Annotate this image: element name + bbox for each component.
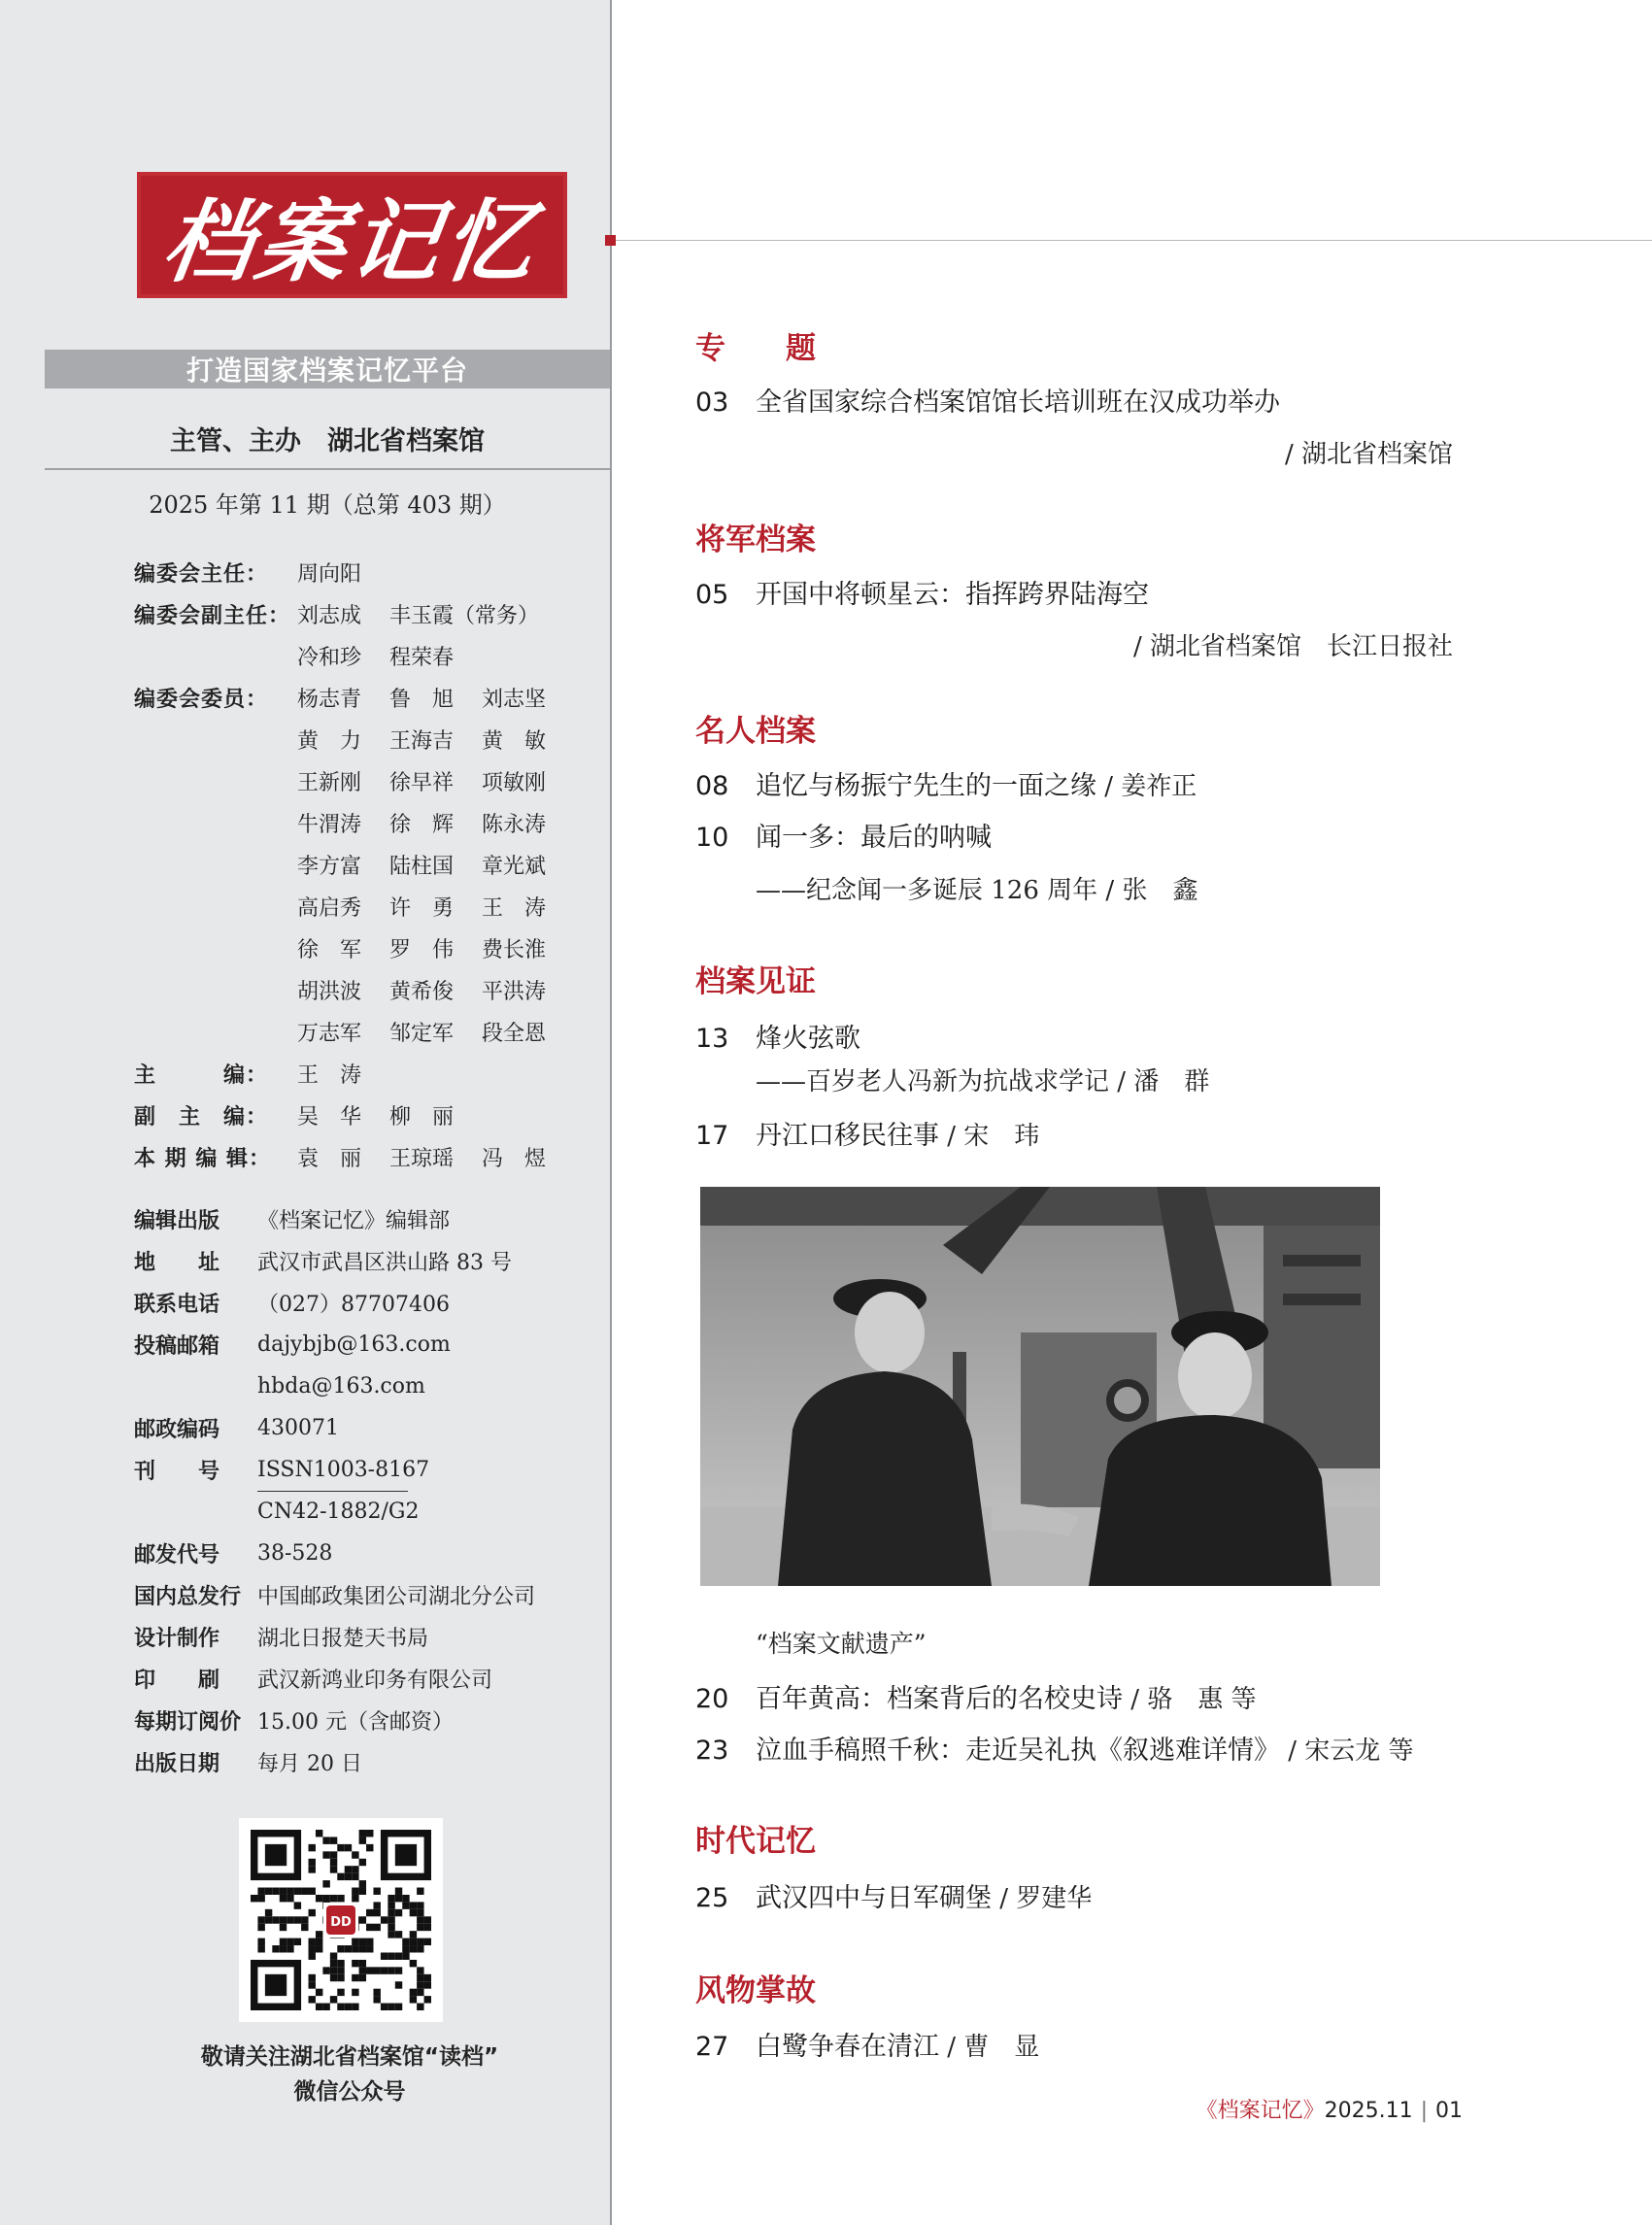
toc-entry-10[interactable]	[695, 816, 992, 854]
info-row	[134, 1700, 600, 1741]
board-member-name: 程荣春	[389, 646, 455, 670]
board-member-name: 陈永涛	[482, 813, 547, 837]
info-label: 设计制作	[134, 1627, 220, 1651]
qr-logo-text: DD	[330, 1915, 352, 1930]
board-role-label: 本 期 编 辑：	[134, 1147, 271, 1171]
board-row	[134, 886, 600, 927]
board-names	[297, 892, 574, 922]
info-value: 武汉市武昌区洪山路 83 号	[257, 1251, 512, 1275]
board-names	[297, 766, 574, 796]
slogan-bar	[45, 350, 610, 388]
qr-caption-line1: 敬请关注湖北省档案馆“读档”	[200, 2044, 499, 2070]
section-heading-era-memory: 时代记忆	[695, 1824, 816, 1859]
page-number: 03	[695, 388, 729, 418]
board-member-name: 王琼瑶	[389, 1147, 455, 1171]
article-author: / 宋云龙 等	[1280, 1736, 1414, 1766]
photo-caption: “档案文献遗产”	[756, 1630, 927, 1658]
board-role-label: 编委会副主任：	[134, 604, 291, 628]
article-author: / 宋 玮	[939, 1122, 1040, 1151]
header-rule	[616, 240, 1652, 241]
info-row	[134, 1407, 600, 1449]
board-member-name: 徐 军	[297, 938, 362, 962]
footer-issue: 2025.11	[1324, 2099, 1413, 2123]
page-footer	[1197, 2094, 1463, 2124]
qr-code	[239, 1818, 443, 2022]
board-member-name: 牛渭涛	[297, 813, 362, 837]
board-row	[134, 844, 600, 886]
toc-entry-05[interactable]	[695, 573, 1149, 611]
info-value: 武汉新鸿业印务有限公司	[257, 1669, 493, 1693]
toc-entry-03[interactable]	[695, 381, 1280, 419]
page-number: 10	[695, 823, 729, 853]
article-title: 开国中将顿星云：指挥跨界陆海空	[756, 580, 1149, 610]
board-names	[297, 725, 574, 755]
info-label: 联系电话	[134, 1293, 220, 1317]
article-title: 烽火弦歌	[756, 1024, 860, 1054]
board-member-name: 徐早祥	[389, 771, 455, 795]
article-title: 追忆与杨振宁先生的一面之缘	[756, 771, 1096, 801]
issue-number: 2025 年第 11 期（总第 403 期）	[149, 491, 506, 519]
info-row	[134, 1741, 600, 1783]
article-subtitle: ——百岁老人冯新为抗战求学记 / 潘 群	[756, 1067, 1210, 1096]
info-row	[134, 1658, 600, 1700]
board-row	[134, 760, 600, 802]
section-heading-local-lore: 风物掌故	[695, 1973, 816, 2008]
article-byline: / 湖北省档案馆 长江日报社	[1132, 632, 1453, 661]
info-value: 湖北日报楚天书局	[257, 1627, 429, 1651]
section-heading-general-archives: 将军档案	[695, 523, 816, 557]
footer-magazine: 《档案记忆》	[1196, 2099, 1325, 2123]
board-names	[297, 1142, 574, 1172]
board-member-name: 冯 煜	[482, 1147, 547, 1171]
article-title: 百年黄高：档案背后的名校史诗	[756, 1684, 1123, 1714]
info-value: 15.00 元（含邮资）	[257, 1710, 454, 1735]
board-role-label: 副 主 编：	[134, 1105, 269, 1129]
info-value: ISSN1003-8167	[257, 1458, 430, 1482]
info-label: 投稿邮箱	[134, 1334, 220, 1359]
board-member-name: 李方富	[297, 855, 362, 879]
article-author: / 姜祚正	[1096, 772, 1197, 801]
board-names	[297, 557, 389, 588]
info-label: 刊 号	[134, 1460, 220, 1484]
board-member-name: 王 涛	[297, 1063, 362, 1088]
info-label: 印 刷	[134, 1669, 220, 1693]
board-member-name: 鲁 旭	[389, 688, 455, 712]
info-label: 出版日期	[134, 1752, 220, 1776]
board-member-name: 黄 力	[297, 729, 362, 754]
board-member-name: 胡洪波	[297, 980, 362, 1004]
article-title: 武汉四中与日军碉堡	[756, 1883, 992, 1913]
board-names	[297, 975, 574, 1005]
page-number: 27	[695, 2032, 729, 2062]
red-marker	[605, 235, 616, 246]
board-member-name: 柳 丽	[389, 1105, 455, 1129]
article-subtitle: ——纪念闻一多诞辰 126 周年 / 张 鑫	[756, 876, 1198, 905]
board-names	[297, 1017, 574, 1047]
info-label: 编辑出版	[134, 1209, 220, 1233]
masthead-sidebar	[0, 0, 612, 2225]
info-row	[134, 1616, 600, 1658]
info-label: 地 址	[134, 1251, 220, 1275]
board-row	[134, 802, 600, 844]
qr-caption	[117, 2040, 583, 2109]
board-member-name: 周向阳	[297, 562, 362, 587]
board-row	[134, 969, 600, 1011]
info-value: hbda@163.com	[257, 1374, 425, 1399]
info-label: 邮发代号	[134, 1543, 220, 1568]
article-author: / 骆 惠 等	[1123, 1685, 1257, 1714]
board-row	[134, 635, 600, 677]
board-names	[297, 1100, 545, 1130]
section-heading-archive-witness: 档案见证	[695, 964, 816, 999]
board-member-name: 章光斌	[482, 855, 547, 879]
board-member-name: 黄希俊	[389, 980, 455, 1004]
board-row	[134, 593, 600, 635]
board-member-name: 袁 丽	[297, 1147, 362, 1171]
board-member-name: 罗 伟	[389, 938, 455, 962]
info-row	[134, 1240, 600, 1282]
board-member-name: 段全恩	[482, 1022, 547, 1046]
magazine-logo	[137, 172, 567, 298]
board-row	[134, 677, 600, 719]
board-member-name: 杨志青	[297, 688, 362, 712]
toc-entry-23[interactable]	[695, 1729, 1414, 1767]
divider	[45, 468, 610, 470]
board-member-name: 丰玉霞（常务）	[389, 604, 540, 628]
board-row	[134, 1136, 600, 1178]
board-member-name: 项敏刚	[482, 771, 547, 795]
board-member-name: 许 勇	[389, 896, 455, 921]
board-names	[297, 933, 574, 963]
page-number: 23	[695, 1736, 729, 1766]
info-row	[134, 1491, 600, 1533]
section-heading-special-topic: 专 题	[695, 331, 816, 366]
page-number: 17	[695, 1121, 729, 1151]
info-value: 每月 20 日	[257, 1752, 362, 1776]
board-row	[134, 719, 600, 760]
board-member-name: 王 涛	[482, 896, 547, 921]
board-names	[297, 599, 545, 629]
toc-entry-25[interactable]	[695, 1876, 1092, 1914]
qr-caption-line2: 微信公众号	[293, 2079, 406, 2105]
board-row	[134, 1095, 600, 1136]
info-row	[134, 1449, 600, 1491]
info-row	[134, 1198, 600, 1240]
info-label: 每期订阅价	[134, 1710, 242, 1735]
toc-entry-17[interactable]	[695, 1114, 1039, 1152]
article-title: 白鹭争春在清江	[756, 2032, 939, 2062]
slogan: 打造国家档案记忆平台	[185, 354, 468, 387]
board-role-label: 编委会主任：	[134, 562, 269, 587]
toc-entry-20[interactable]	[695, 1677, 1257, 1715]
info-row	[134, 1282, 600, 1324]
board-names	[297, 683, 574, 713]
editorial-board	[134, 552, 600, 1178]
board-member-name: 邹定军	[389, 1022, 455, 1046]
board-member-name: 万志军	[297, 1022, 362, 1046]
article-title: 全省国家综合档案馆馆长培训班在汉成功举办	[756, 388, 1280, 418]
toc-entry-27[interactable]	[695, 2025, 1039, 2063]
board-names	[297, 808, 574, 838]
article-title: 泣血手稿照千秋：走近吴礼执《叙逃难详情》	[756, 1736, 1280, 1766]
board-row	[134, 1011, 600, 1053]
board-member-name: 冷和珍	[297, 646, 362, 670]
qr-code-graphic	[239, 1818, 443, 2022]
info-value: 430071	[257, 1416, 339, 1440]
board-member-name: 黄 敏	[482, 729, 547, 754]
board-member-name: 高启秀	[297, 896, 362, 921]
info-value: （027）87707406	[257, 1293, 450, 1317]
page-number: 08	[695, 771, 729, 801]
footer-page-number: 01	[1435, 2099, 1463, 2123]
board-member-name: 刘志成	[297, 604, 362, 628]
section-heading-celebrity-archives: 名人档案	[695, 714, 816, 749]
board-role-label: 主 编：	[134, 1063, 269, 1088]
info-label: 国内总发行	[134, 1585, 242, 1609]
board-row	[134, 552, 600, 593]
board-member-name: 王新刚	[297, 771, 362, 795]
board-names	[297, 641, 545, 671]
historical-photo	[700, 1187, 1380, 1586]
info-row	[134, 1324, 600, 1365]
info-value: 38-528	[257, 1541, 333, 1566]
info-value: CN42-1882/G2	[257, 1500, 420, 1524]
logo-text: 档案记忆	[156, 189, 546, 294]
toc-entry-08[interactable]	[695, 764, 1197, 802]
info-row	[134, 1533, 600, 1574]
page-number: 05	[695, 580, 729, 610]
info-value: 中国邮政集团公司湖北分公司	[257, 1585, 536, 1609]
article-title: 丹江口移民往事	[756, 1121, 939, 1151]
board-role-label: 编委会委员：	[134, 688, 269, 712]
footer-separator: |	[1420, 2099, 1428, 2123]
board-names	[297, 850, 574, 880]
board-names	[297, 1059, 389, 1089]
article-title: 闻一多：最后的呐喊	[756, 823, 992, 853]
info-row	[134, 1574, 600, 1616]
article-byline: / 湖北省档案馆	[1284, 440, 1453, 469]
info-value: 《档案记忆》编辑部	[257, 1209, 451, 1233]
sponsor-line: 主管、主办 湖北省档案馆	[170, 426, 485, 456]
article-author: / 曹 显	[939, 2033, 1040, 2062]
page-number: 20	[695, 1684, 729, 1714]
board-member-name: 刘志坚	[482, 688, 547, 712]
board-row	[134, 927, 600, 969]
board-member-name: 平洪涛	[482, 980, 547, 1004]
board-member-name: 王海吉	[389, 729, 455, 754]
info-label: 邮政编码	[134, 1418, 220, 1442]
board-member-name: 陆柱国	[389, 855, 455, 879]
article-author: / 罗建华	[992, 1884, 1093, 1913]
board-member-name: 费长淮	[482, 938, 547, 962]
info-row	[134, 1365, 600, 1407]
page-number: 13	[695, 1024, 729, 1054]
issn-underline	[257, 1491, 408, 1492]
board-member-name: 徐 辉	[389, 813, 455, 837]
info-value: dajybjb@163.com	[257, 1332, 451, 1357]
toc-entry-13[interactable]	[695, 1017, 860, 1055]
board-row	[134, 1053, 600, 1095]
page-number: 25	[695, 1883, 729, 1913]
board-member-name: 吴 华	[297, 1105, 362, 1129]
